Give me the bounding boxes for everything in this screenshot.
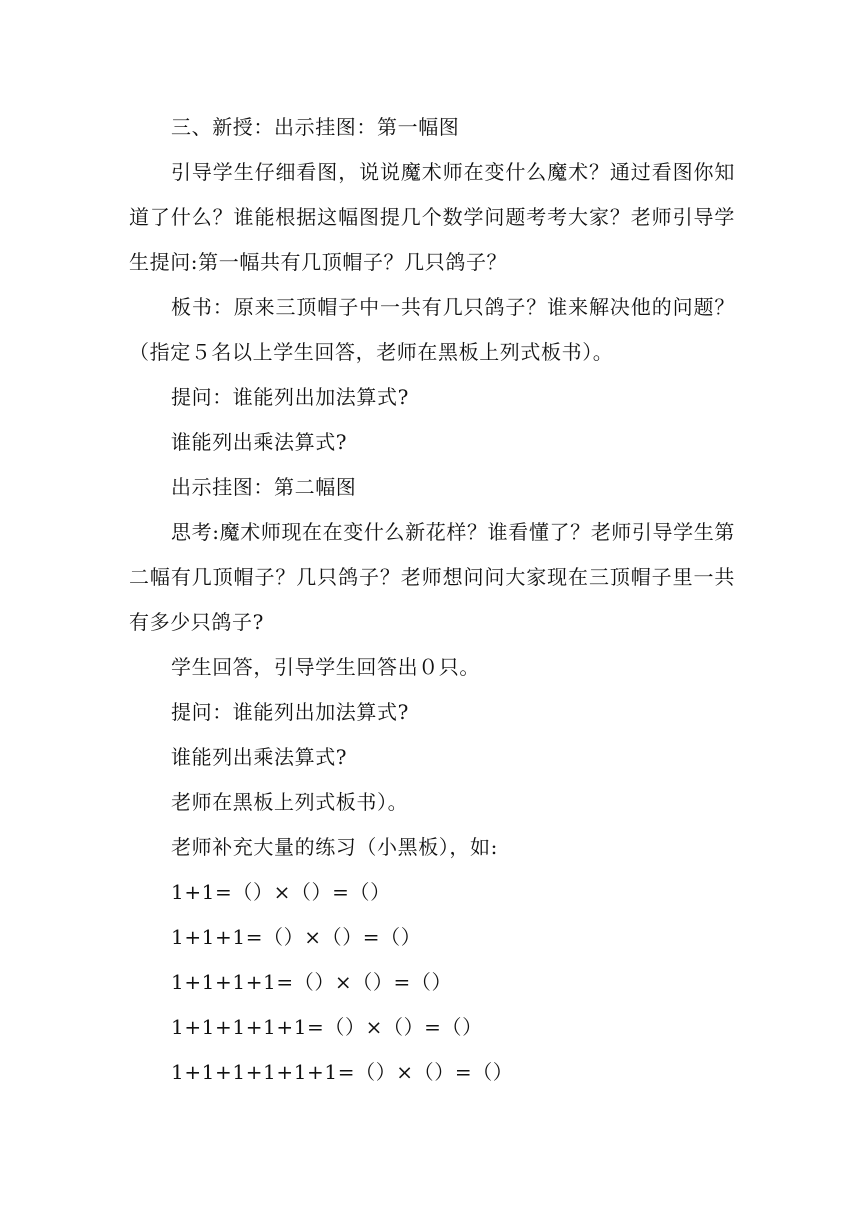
exercise-line: 1+1+1=（）×（）=（） (171, 925, 422, 949)
paragraph-teacher-writing: 老师在黑板上列式板书）。 (171, 790, 409, 814)
section-heading: 三、新授：出示挂图：第一幅图 (171, 115, 460, 139)
paragraph-student-answer: 学生回答，引导学生回答出０只。 (171, 655, 480, 679)
paragraph-guide-observe: 引导学生仔细看图，说说魔术师在变什么魔术？通过看图你知道了什么？谁能根据这幅图提几个数学问题考考大家？老师引导学生提问:第一幅共有几顶帽子？几只鸽子？ (129, 160, 735, 274)
exercise-line: 1+1=（）×（）=（） (171, 880, 391, 904)
paragraph-think: 思考:魔术师现在在变什么新花样？谁看懂了？老师引导学生第二幅有几顶帽子？几只鸽子？老师想问问大家现在三顶帽子里一共有多少只鸽子? (129, 520, 735, 634)
paragraph-question-addition-2: 提问：谁能列出加法算式? (171, 700, 409, 724)
paragraph-second-picture: 出示挂图：第二幅图 (171, 475, 357, 499)
document-body (129, 105, 735, 1095)
exercise-line: 1+1+1+1=（）×（）=（） (171, 970, 453, 994)
paragraph-blackboard-writing: 板书：原来三顶帽子中一共有几只鸽子？谁来解决他的问题？（指定５名以上学生回答，老师在黑板上列式板书）。 (129, 295, 735, 364)
paragraph-question-multiplication: 谁能列出乘法算式? (171, 430, 348, 454)
paragraph-extra-practice: 老师补充大量的练习（小黑板），如: (171, 835, 498, 859)
paragraph-question-multiplication-2: 谁能列出乘法算式? (171, 745, 348, 769)
paragraph-question-addition: 提问：谁能列出加法算式? (171, 385, 409, 409)
exercise-line: 1+1+1+1+1=（）×（）=（） (171, 1015, 483, 1039)
exercise-line: 1+1+1+1+1+1=（）×（）=（） (171, 1060, 514, 1084)
